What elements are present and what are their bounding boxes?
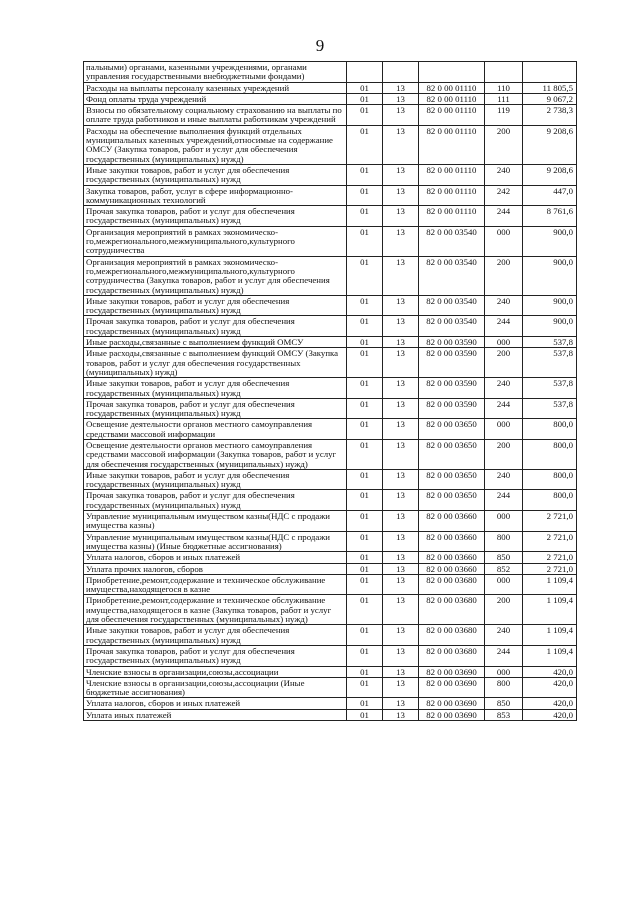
expense-type-cell: 240 xyxy=(485,378,523,399)
expense-name-cell: Иные закупки товаров, работ и услуг для обеспечения государственных (муниципальных) нужд xyxy=(84,295,347,316)
amount-cell: 800,0 xyxy=(523,490,577,511)
section-code-cell xyxy=(347,62,383,83)
expense-type-cell: 240 xyxy=(485,469,523,490)
section-code-cell: 01 xyxy=(347,348,383,378)
table-row xyxy=(84,511,577,532)
expense-name-cell: Взносы по обязательному социальному страхованию на выплаты по оплате труда работников и иные выплаты работникам учреждений xyxy=(84,105,347,126)
expense-type-cell: 000 xyxy=(485,666,523,677)
target-article-cell: 82 0 00 03680 xyxy=(419,574,485,595)
table-row xyxy=(84,337,577,348)
amount-cell: 800,0 xyxy=(523,439,577,469)
expense-type-cell: 200 xyxy=(485,125,523,164)
target-article-cell: 82 0 00 03650 xyxy=(419,419,485,440)
table-row xyxy=(84,378,577,399)
target-article-cell: 82 0 00 01110 xyxy=(419,125,485,164)
table-row xyxy=(84,206,577,227)
budget-table xyxy=(83,61,577,721)
section-code-cell: 01 xyxy=(347,511,383,532)
budget-table-body xyxy=(84,62,577,721)
table-row xyxy=(84,295,577,316)
expense-type-cell: 244 xyxy=(485,490,523,511)
section-code-cell: 01 xyxy=(347,419,383,440)
expense-type-cell: 242 xyxy=(485,185,523,206)
expense-name-cell: Иные закупки товаров, работ и услуг для обеспечения государственных (муниципальных) нужд xyxy=(84,469,347,490)
subsection-code-cell: 13 xyxy=(383,419,419,440)
expense-name-cell: Прочая закупка товаров, работ и услуг для обеспечения государственных (муниципальных) нужд xyxy=(84,316,347,337)
table-row xyxy=(84,316,577,337)
amount-cell: 900,0 xyxy=(523,256,577,295)
target-article-cell: 82 0 00 03590 xyxy=(419,398,485,419)
amount-cell: 1 109,4 xyxy=(523,625,577,646)
target-article-cell: 82 0 00 01110 xyxy=(419,82,485,93)
target-article-cell: 82 0 00 03690 xyxy=(419,698,485,709)
table-row xyxy=(84,125,577,164)
target-article-cell: 82 0 00 01110 xyxy=(419,185,485,206)
expense-type-cell: 244 xyxy=(485,316,523,337)
subsection-code-cell: 13 xyxy=(383,295,419,316)
section-code-cell: 01 xyxy=(347,625,383,646)
target-article-cell: 82 0 00 03680 xyxy=(419,625,485,646)
amount-cell: 11 805,5 xyxy=(523,82,577,93)
amount-cell: 537,8 xyxy=(523,348,577,378)
expense-name-cell: Иные расходы,связанные с выполнением функций ОМСУ xyxy=(84,337,347,348)
table-row xyxy=(84,439,577,469)
amount-cell: 900,0 xyxy=(523,226,577,256)
expense-name-cell: Организация мероприятий в рамках экономическо-го,межрегионального,межмуниципального,культурного сотрудничества (Закупка товаров, работ и услуг для обеспечения государственных (муниципальных) нужд) xyxy=(84,256,347,295)
table-row xyxy=(84,595,577,625)
amount-cell: 420,0 xyxy=(523,709,577,720)
expense-name-cell: Прочая закупка товаров, работ и услуг для обеспечения государственных (муниципальных) нужд xyxy=(84,206,347,227)
subsection-code-cell: 13 xyxy=(383,226,419,256)
target-article-cell: 82 0 00 03680 xyxy=(419,595,485,625)
section-code-cell: 01 xyxy=(347,125,383,164)
target-article-cell: 82 0 00 01110 xyxy=(419,93,485,104)
section-code-cell: 01 xyxy=(347,677,383,698)
target-article-cell xyxy=(419,62,485,83)
amount-cell: 420,0 xyxy=(523,698,577,709)
table-row xyxy=(84,709,577,720)
section-code-cell: 01 xyxy=(347,531,383,552)
expense-name-cell: Приобретение,ремонт,содержание и техническое обслуживание имущества,находящегося в казне xyxy=(84,574,347,595)
table-row xyxy=(84,419,577,440)
expense-name-cell: Прочая закупка товаров, работ и услуг для обеспечения государственных (муниципальных) нужд xyxy=(84,490,347,511)
table-row xyxy=(84,666,577,677)
subsection-code-cell: 13 xyxy=(383,469,419,490)
table-row xyxy=(84,93,577,104)
table-row xyxy=(84,531,577,552)
subsection-code-cell: 13 xyxy=(383,398,419,419)
section-code-cell: 01 xyxy=(347,709,383,720)
section-code-cell: 01 xyxy=(347,552,383,563)
subsection-code-cell: 13 xyxy=(383,490,419,511)
table-row xyxy=(84,698,577,709)
expense-name-cell: Приобретение,ремонт,содержание и техническое обслуживание имущества,находящегося в казне (Закупка товаров, работ и услуг для обеспечения государственных (муниципальных) нужд) xyxy=(84,595,347,625)
amount-cell: 2 721,0 xyxy=(523,511,577,532)
table-row xyxy=(84,677,577,698)
target-article-cell: 82 0 00 03590 xyxy=(419,348,485,378)
expense-name-cell: Расходы на выплаты персоналу казенных учреждений xyxy=(84,82,347,93)
section-code-cell: 01 xyxy=(347,105,383,126)
target-article-cell: 82 0 00 03540 xyxy=(419,226,485,256)
target-article-cell: 82 0 00 03660 xyxy=(419,552,485,563)
target-article-cell: 82 0 00 03690 xyxy=(419,677,485,698)
target-article-cell: 82 0 00 01110 xyxy=(419,206,485,227)
section-code-cell: 01 xyxy=(347,226,383,256)
expense-name-cell: Управление муниципальным имуществом казны(НДС с продажи имущества казны) xyxy=(84,511,347,532)
section-code-cell: 01 xyxy=(347,645,383,666)
subsection-code-cell: 13 xyxy=(383,337,419,348)
expense-type-cell: 240 xyxy=(485,164,523,185)
amount-cell: 2 721,0 xyxy=(523,563,577,574)
table-row xyxy=(84,348,577,378)
expense-name-cell: Членские взносы в организации,союзы,ассоциации (Иные бюджетные ассигнования) xyxy=(84,677,347,698)
amount-cell: 420,0 xyxy=(523,677,577,698)
amount-cell: 2 721,0 xyxy=(523,552,577,563)
expense-type-cell: 800 xyxy=(485,677,523,698)
section-code-cell: 01 xyxy=(347,490,383,511)
section-code-cell: 01 xyxy=(347,82,383,93)
amount-cell: 1 109,4 xyxy=(523,574,577,595)
amount-cell: 1 109,4 xyxy=(523,645,577,666)
section-code-cell: 01 xyxy=(347,164,383,185)
page-number: 9 xyxy=(315,36,325,55)
amount-cell: 2 721,0 xyxy=(523,531,577,552)
subsection-code-cell xyxy=(383,62,419,83)
target-article-cell: 82 0 00 03650 xyxy=(419,469,485,490)
table-row xyxy=(84,625,577,646)
section-code-cell: 01 xyxy=(347,185,383,206)
expense-type-cell: 240 xyxy=(485,295,523,316)
target-article-cell: 82 0 00 03660 xyxy=(419,531,485,552)
expense-type-cell: 244 xyxy=(485,206,523,227)
expense-type-cell: 240 xyxy=(485,625,523,646)
amount-cell: 447,0 xyxy=(523,185,577,206)
target-article-cell: 82 0 00 03660 xyxy=(419,511,485,532)
expense-type-cell: 850 xyxy=(485,698,523,709)
expense-type-cell: 000 xyxy=(485,226,523,256)
expense-name-cell: Иные расходы,связанные с выполнением функций ОМСУ (Закупка товаров, работ и услуг для обеспечения государственных (муниципальных) нужд) xyxy=(84,348,347,378)
expense-type-cell: 110 xyxy=(485,82,523,93)
expense-name-cell: Уплата налогов, сборов и иных платежей xyxy=(84,552,347,563)
subsection-code-cell: 13 xyxy=(383,164,419,185)
table-row xyxy=(84,398,577,419)
section-code-cell: 01 xyxy=(347,316,383,337)
expense-name-cell: Уплата налогов, сборов и иных платежей xyxy=(84,698,347,709)
target-article-cell: 82 0 00 03540 xyxy=(419,256,485,295)
target-article-cell: 82 0 00 01110 xyxy=(419,105,485,126)
expense-type-cell xyxy=(485,62,523,83)
section-code-cell: 01 xyxy=(347,256,383,295)
expense-name-cell: Расходы на обеспечение выполнения функций отдельных муниципальных казенных учреждений,относимые на содержание ОМСУ (Закупка товаров, работ и услуг для обеспечения государственных (муниципальных) нужд) xyxy=(84,125,347,164)
subsection-code-cell: 13 xyxy=(383,645,419,666)
section-code-cell: 01 xyxy=(347,698,383,709)
amount-cell: 900,0 xyxy=(523,295,577,316)
subsection-code-cell: 13 xyxy=(383,82,419,93)
subsection-code-cell: 13 xyxy=(383,709,419,720)
expense-type-cell: 000 xyxy=(485,419,523,440)
expense-type-cell: 853 xyxy=(485,709,523,720)
expense-type-cell: 244 xyxy=(485,645,523,666)
expense-name-cell: Уплата прочих налогов, сборов xyxy=(84,563,347,574)
target-article-cell: 82 0 00 03650 xyxy=(419,490,485,511)
target-article-cell: 82 0 00 03540 xyxy=(419,295,485,316)
section-code-cell: 01 xyxy=(347,337,383,348)
section-code-cell: 01 xyxy=(347,574,383,595)
table-row xyxy=(84,552,577,563)
target-article-cell: 82 0 00 03690 xyxy=(419,666,485,677)
expense-name-cell: Иные закупки товаров, работ и услуг для обеспечения государственных (муниципальных) нужд xyxy=(84,625,347,646)
amount-cell: 9 208,6 xyxy=(523,125,577,164)
section-code-cell: 01 xyxy=(347,206,383,227)
target-article-cell: 82 0 00 03540 xyxy=(419,316,485,337)
target-article-cell: 82 0 00 03680 xyxy=(419,645,485,666)
amount-cell xyxy=(523,62,577,83)
table-row xyxy=(84,82,577,93)
subsection-code-cell: 13 xyxy=(383,348,419,378)
table-row xyxy=(84,185,577,206)
expense-name-cell: Уплата иных платежей xyxy=(84,709,347,720)
subsection-code-cell: 13 xyxy=(383,378,419,399)
section-code-cell: 01 xyxy=(347,595,383,625)
subsection-code-cell: 13 xyxy=(383,677,419,698)
subsection-code-cell: 13 xyxy=(383,316,419,337)
expense-type-cell: 000 xyxy=(485,511,523,532)
amount-cell: 537,8 xyxy=(523,378,577,399)
expense-type-cell: 850 xyxy=(485,552,523,563)
section-code-cell: 01 xyxy=(347,666,383,677)
target-article-cell: 82 0 00 03590 xyxy=(419,337,485,348)
target-article-cell: 82 0 00 03650 xyxy=(419,439,485,469)
subsection-code-cell: 13 xyxy=(383,439,419,469)
subsection-code-cell: 13 xyxy=(383,125,419,164)
section-code-cell: 01 xyxy=(347,563,383,574)
subsection-code-cell: 13 xyxy=(383,206,419,227)
amount-cell: 9 208,6 xyxy=(523,164,577,185)
subsection-code-cell: 13 xyxy=(383,574,419,595)
expense-name-cell: Членские взносы в организации,союзы,ассоциации xyxy=(84,666,347,677)
table-row xyxy=(84,256,577,295)
subsection-code-cell: 13 xyxy=(383,595,419,625)
subsection-code-cell: 13 xyxy=(383,256,419,295)
subsection-code-cell: 13 xyxy=(383,666,419,677)
expense-type-cell: 200 xyxy=(485,348,523,378)
section-code-cell: 01 xyxy=(347,378,383,399)
section-code-cell: 01 xyxy=(347,93,383,104)
target-article-cell: 82 0 00 03690 xyxy=(419,709,485,720)
expense-name-cell: Управление муниципальным имуществом казны(НДС с продажи имущества казны) (Иные бюджетные ассигнования) xyxy=(84,531,347,552)
amount-cell: 420,0 xyxy=(523,666,577,677)
table-row xyxy=(84,226,577,256)
expense-name-cell: Освещение деятельности органов местного самоуправления средствами массовой информации xyxy=(84,419,347,440)
table-row xyxy=(84,563,577,574)
subsection-code-cell: 13 xyxy=(383,531,419,552)
expense-name-cell: Иные закупки товаров, работ и услуг для обеспечения государственных (муниципальных) нужд xyxy=(84,378,347,399)
expense-name-cell: Прочая закупка товаров, работ и услуг для обеспечения государственных (муниципальных) нужд xyxy=(84,645,347,666)
subsection-code-cell: 13 xyxy=(383,625,419,646)
expense-type-cell: 800 xyxy=(485,531,523,552)
expense-type-cell: 119 xyxy=(485,105,523,126)
subsection-code-cell: 13 xyxy=(383,563,419,574)
section-code-cell: 01 xyxy=(347,469,383,490)
expense-name-cell: Иные закупки товаров, работ и услуг для обеспечения государственных (муниципальных) нужд xyxy=(84,164,347,185)
target-article-cell: 82 0 00 03590 xyxy=(419,378,485,399)
table-row xyxy=(84,469,577,490)
amount-cell: 900,0 xyxy=(523,316,577,337)
expense-name-cell: Фонд оплаты труда учреждений xyxy=(84,93,347,104)
expense-type-cell: 200 xyxy=(485,439,523,469)
expense-type-cell: 852 xyxy=(485,563,523,574)
expense-type-cell: 000 xyxy=(485,337,523,348)
section-code-cell: 01 xyxy=(347,439,383,469)
target-article-cell: 82 0 00 03660 xyxy=(419,563,485,574)
section-code-cell: 01 xyxy=(347,295,383,316)
subsection-code-cell: 13 xyxy=(383,105,419,126)
expense-name-cell: Прочая закупка товаров, работ и услуг для обеспечения государственных (муниципальных) нужд xyxy=(84,398,347,419)
table-row xyxy=(84,164,577,185)
amount-cell: 8 761,6 xyxy=(523,206,577,227)
expense-type-cell: 200 xyxy=(485,256,523,295)
subsection-code-cell: 13 xyxy=(383,93,419,104)
subsection-code-cell: 13 xyxy=(383,511,419,532)
table-row xyxy=(84,574,577,595)
section-code-cell: 01 xyxy=(347,398,383,419)
amount-cell: 537,8 xyxy=(523,398,577,419)
expense-name-cell: Организация мероприятий в рамках экономическо-го,межрегионального,межмуниципального,культурного сотрудничества xyxy=(84,226,347,256)
expense-type-cell: 111 xyxy=(485,93,523,104)
expense-name-cell: пальными) органами, казенными учреждениями, органами управления государственными внебюджетными фондами) xyxy=(84,62,347,83)
subsection-code-cell: 13 xyxy=(383,185,419,206)
expense-name-cell: Закупка товаров, работ, услуг в сфере информационно-коммуникационных технологий xyxy=(84,185,347,206)
amount-cell: 1 109,4 xyxy=(523,595,577,625)
subsection-code-cell: 13 xyxy=(383,552,419,563)
amount-cell: 800,0 xyxy=(523,419,577,440)
table-row xyxy=(84,645,577,666)
amount-cell: 2 738,3 xyxy=(523,105,577,126)
target-article-cell: 82 0 00 01110 xyxy=(419,164,485,185)
expense-type-cell: 244 xyxy=(485,398,523,419)
amount-cell: 9 067,2 xyxy=(523,93,577,104)
expense-name-cell: Освещение деятельности органов местного самоуправления средствами массовой информации (Закупка товаров, работ и услуг для обеспечения государственных (муниципальных) нужд) xyxy=(84,439,347,469)
amount-cell: 537,8 xyxy=(523,337,577,348)
subsection-code-cell: 13 xyxy=(383,698,419,709)
table-row xyxy=(84,62,577,83)
expense-type-cell: 000 xyxy=(485,574,523,595)
amount-cell: 800,0 xyxy=(523,469,577,490)
expense-type-cell: 200 xyxy=(485,595,523,625)
table-row xyxy=(84,490,577,511)
table-row xyxy=(84,105,577,126)
